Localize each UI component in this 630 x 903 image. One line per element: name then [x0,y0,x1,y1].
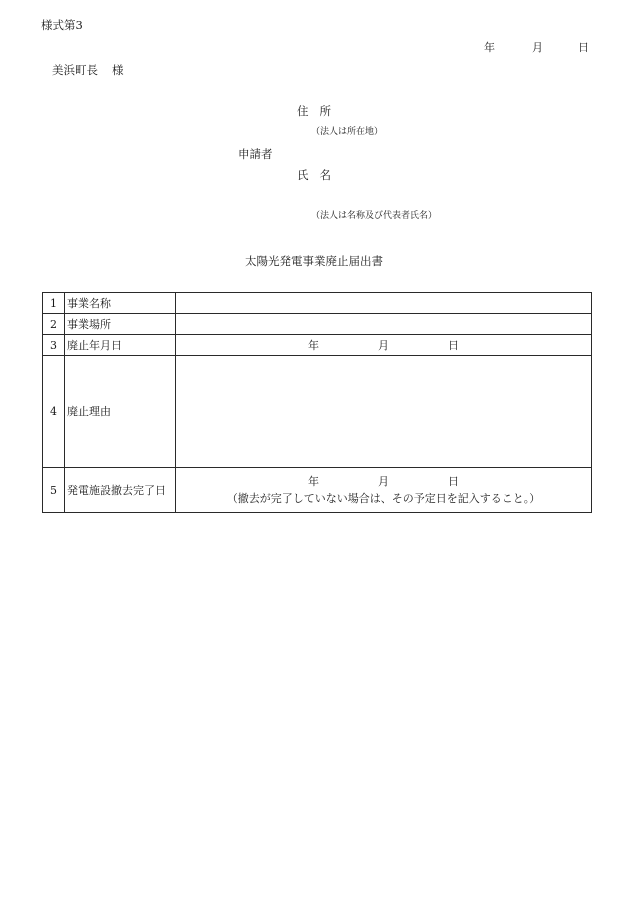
date-day-label: 日 [578,41,589,54]
row-label: 事業場所 [65,314,176,335]
abolition-date-field[interactable] [176,335,592,356]
business-name-field[interactable] [176,293,592,314]
year-label: 年 [308,338,319,352]
addressee-honorific: 様 [112,63,124,77]
business-location-field[interactable] [176,314,592,335]
document-title: 太陽光発電事業廃止届出書 [245,254,383,268]
addressee-name: 美浜町長 [52,63,98,77]
month-label: 月 [378,475,389,488]
row-number: 5 [43,468,65,513]
submission-date [484,42,589,53]
date-year-label: 年 [484,41,495,54]
applicant-label: 申請者 [238,147,273,161]
name-note: （法人は名称及び代表者氏名） [311,211,438,221]
row-number: 3 [43,335,65,356]
date-month-label: 月 [532,41,543,54]
address-label: 住所 [297,104,342,118]
row-label: 事業名称 [65,293,176,314]
address-note: （法人は所在地） [311,127,384,137]
day-label: 日 [448,338,459,352]
table-row-business-location [43,314,592,335]
abolition-reason-field[interactable] [176,356,592,468]
addressee [52,65,124,77]
row-number: 1 [43,293,65,314]
table-row-abolition-date [43,335,592,356]
form-number: 様式第3 [41,18,83,32]
detail-table [42,292,592,513]
row-label: 発電施設撤去完了日 [65,468,176,513]
table-row-abolition-reason [43,356,592,468]
table-row-removal-completion-date [43,468,592,513]
removal-completion-date-field[interactable] [176,468,592,513]
removal-note: （撤去が完了していない場合は、その予定日を記入すること。） [226,492,541,505]
table-row-business-name [43,293,592,314]
row-number: 2 [43,314,65,335]
year-label: 年 [308,475,319,488]
month-label: 月 [378,338,389,352]
name-label: 氏名 [297,168,342,182]
row-label: 廃止理由 [65,356,176,468]
row-number: 4 [43,356,65,468]
row-label: 廃止年月日 [65,335,176,356]
day-label: 日 [448,475,459,488]
